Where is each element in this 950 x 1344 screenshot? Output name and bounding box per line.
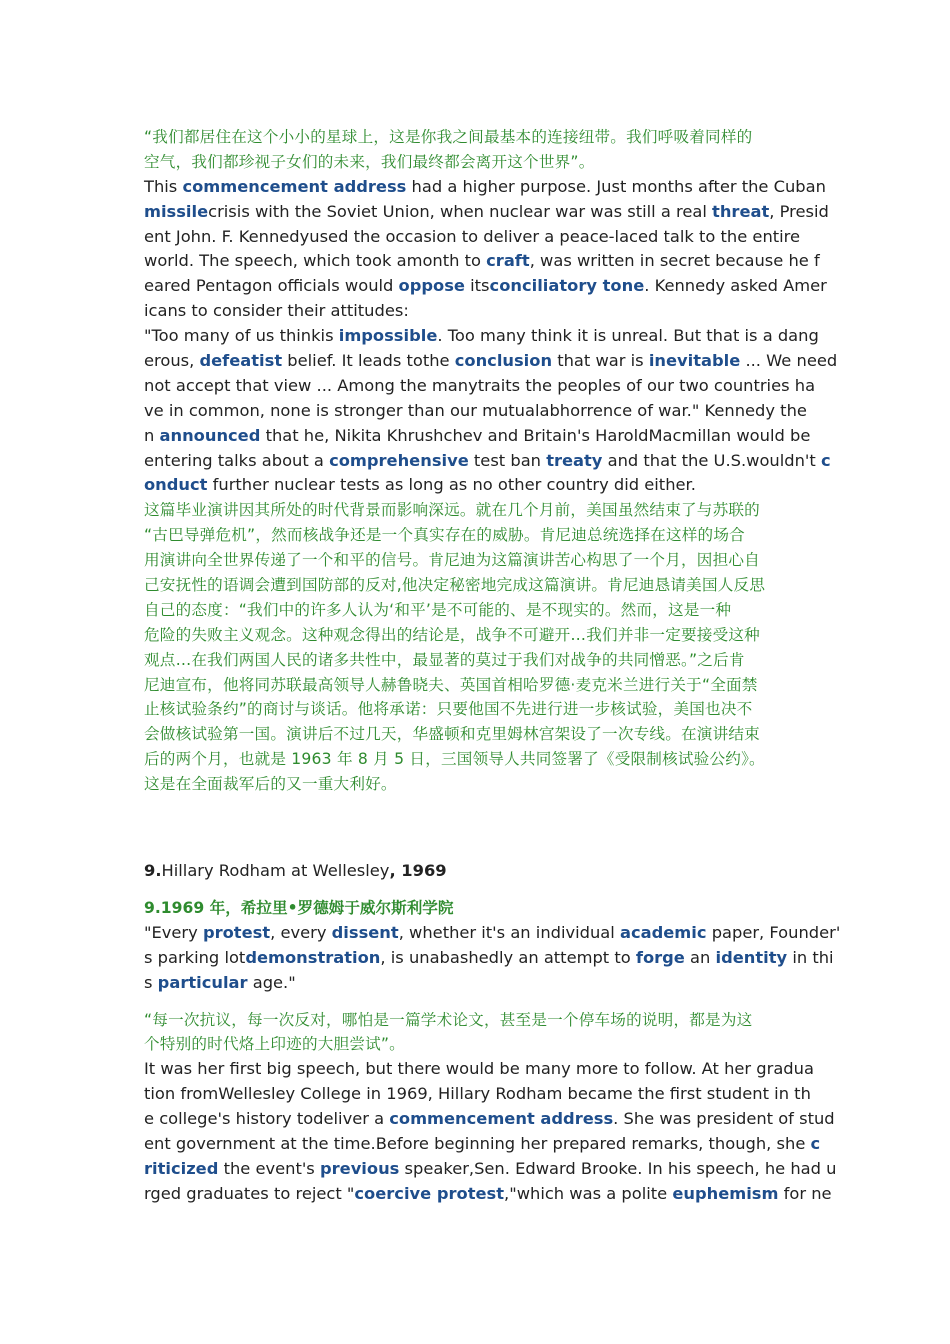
- text-run: belief. It leads tothe: [282, 351, 455, 371]
- text-line: [144, 299, 806, 324]
- text-line: [144, 1182, 832, 1207]
- text-line: [144, 1132, 821, 1157]
- text-run: n: [144, 425, 160, 445]
- vocab-keyword: c: [810, 1133, 821, 1153]
- text-line: 这是在全面裁军后的又一重大利好。: [144, 775, 397, 794]
- text-line: [144, 971, 806, 996]
- text-line: [144, 1107, 835, 1132]
- section-9-zh-title: 9.1969 年，希拉里•罗德姆于威尔斯利学院: [144, 898, 454, 917]
- text-run: This: [144, 176, 183, 196]
- text-run: had a higher purpose. Just months after the Cuban: [406, 176, 826, 196]
- text-line: 会做核试验第一国。演讲后不过几天，华盛顿和克里姆林宫架设了一次专线。在演讲结束: [144, 725, 760, 744]
- text-run: ve in common, none is stronger than our mutualabhorrence of war." Kennedy the: [144, 400, 807, 420]
- text-line: [144, 374, 816, 399]
- section-9-title: [144, 859, 806, 884]
- vocab-keyword: oppose: [398, 276, 465, 296]
- vocab-keyword: commencement address: [389, 1109, 614, 1129]
- text-run: crisis with the Soviet Union, when nuclear war was still a real: [208, 201, 713, 221]
- text-run: eared Pentagon officials would: [144, 276, 399, 296]
- text-line: 后的两个月，也就是 1963 年 8 月 5 日，三国领导人共同签署了《受限制核试验公约》。: [144, 750, 765, 769]
- section-year: , 1969: [389, 861, 447, 881]
- text-run: ent government at the time.Before beginning her prepared remarks, though, she: [144, 1133, 811, 1153]
- text-line: “我们都居住在这个小小的星球上，这是你我之间最基本的连接纽带。我们呼吸着同样的: [144, 128, 753, 146]
- text-line: “古巴导弹危机”，然而核战争还是一个真实存在的威胁。肯尼迪总统选择在这样的场合: [144, 526, 745, 545]
- text-run: tion fromWellesley College in 1969, Hillary Rodham became the first student in th: [144, 1084, 811, 1104]
- vocab-keyword: coercive protest: [354, 1183, 505, 1203]
- vocab-keyword: previous: [319, 1158, 400, 1178]
- zh-translation-kennedy: [144, 498, 806, 797]
- text-run: the event's: [218, 1158, 320, 1178]
- text-run: further nuclear tests as long as no other country did either.: [207, 475, 696, 495]
- text-run: paper, Founder': [706, 922, 841, 942]
- en-paragraph-kennedy: [144, 175, 838, 499]
- text-run: , was written in secret because he f: [529, 251, 820, 271]
- text-run: for ne: [778, 1183, 832, 1203]
- vocab-keyword: academic: [619, 922, 707, 942]
- text-line: [144, 349, 838, 374]
- vocab-keyword: c: [820, 450, 831, 470]
- text-line: [144, 1057, 814, 1082]
- text-run: ,"which was a polite: [504, 1183, 673, 1203]
- text-line: [144, 249, 820, 274]
- text-run: its: [464, 276, 490, 296]
- text-line: 观点…在我们两国人民的诸多共性中，最显著的莫过于我们对战争的共同憎恶。”之后肯: [144, 650, 745, 669]
- vocab-keyword: conciliatory tone: [489, 276, 645, 296]
- vocab-keyword: threat: [712, 201, 770, 221]
- text-run: icans to consider their attitudes:: [144, 301, 409, 321]
- vocab-keyword: inevitable: [648, 351, 741, 371]
- text-run: speaker,Sen. Edward Brooke. In his speech, he had u: [399, 1158, 837, 1178]
- vocab-keyword: commencement address: [182, 176, 407, 196]
- text-line: 自己的态度：“我们中的许多人认为‘和平’是不可能的、是不现实的。然而，这是一种: [144, 600, 732, 619]
- vocab-keyword: euphemism: [672, 1183, 779, 1203]
- text-run: "Too many of us thinkis: [144, 326, 339, 346]
- vocab-keyword: identity: [715, 947, 788, 967]
- vocab-keyword: protest: [202, 922, 271, 942]
- zh-quote-kennedy: [144, 125, 806, 175]
- text-run: , Presid: [769, 201, 829, 221]
- document-page: [144, 125, 841, 1207]
- vocab-keyword: comprehensive: [329, 450, 469, 470]
- text-line: [144, 399, 806, 424]
- text-run: entering talks about a: [144, 450, 330, 470]
- text-run: , is unabashedly an attempt to: [380, 947, 636, 967]
- text-run: ... We need: [740, 351, 838, 371]
- section-spacer: [144, 797, 806, 859]
- text-line: 这篇毕业演讲因其所处的时代背景而影响深远。就在几个月前，美国虽然结束了与苏联的: [144, 501, 760, 520]
- text-run: , every: [270, 922, 332, 942]
- text-line: [144, 1157, 837, 1182]
- vocab-keyword: treaty: [546, 450, 603, 470]
- text-run: that he, Nikita Khrushchev and Britain's HaroldMacmillan would be: [260, 425, 811, 445]
- text-run: It was her first big speech, but there would be many more to follow. At her gradua: [144, 1059, 814, 1079]
- text-line: 尼迪宣布，他将同苏联最高领导人赫鲁晓夫、英国首相哈罗德·麦克米兰进行关于“全面禁: [144, 675, 758, 694]
- text-run: . Too many think it is unreal. But that is a dang: [437, 326, 819, 346]
- text-line: 用演讲向全世界传递了一个和平的信号。肯尼迪为这篇演讲苦心构思了一个月，因担心自: [144, 551, 760, 570]
- text-run: . She was president of stud: [613, 1109, 835, 1129]
- text-run: erous,: [144, 351, 200, 371]
- text-run: . Kennedy asked Amer: [644, 276, 827, 296]
- text-line: [144, 1082, 811, 1107]
- text-run: ent John. F. Kennedyused the occasion to deliver a peace-laced talk to the entire: [144, 226, 801, 246]
- vocab-keyword: defeatist: [199, 351, 283, 371]
- text-run: , whether it's an individual: [398, 922, 620, 942]
- text-run: test ban: [468, 450, 547, 470]
- vocab-keyword: demonstration: [245, 947, 381, 967]
- vocab-keyword: announced: [159, 425, 261, 445]
- text-line: [144, 324, 819, 349]
- text-run: not accept that view ... Among the manytraits the peoples of our two countries ha: [144, 375, 816, 395]
- vocab-keyword: onduct: [144, 475, 208, 495]
- text-line: [144, 175, 826, 200]
- text-run: and that the U.S.wouldn't: [602, 450, 821, 470]
- text-line: [144, 225, 806, 250]
- text-run: s: [144, 972, 158, 992]
- text-line: 空气，我们都珍视子女们的未来，我们最终都会离开这个世界”。: [144, 152, 595, 171]
- text-run: e college's history todeliver a: [144, 1109, 390, 1129]
- en-paragraph-hillary: [144, 1057, 837, 1206]
- text-line: [144, 424, 811, 449]
- text-run: in thi: [787, 947, 834, 967]
- text-run: s parking lot: [144, 947, 246, 967]
- section-title-text: Hillary Rodham at Wellesley: [161, 861, 390, 881]
- text-line: “每一次抗议，每一次反对，哪怕是一篇学术论文，甚至是一个停车场的说明，都是为这: [144, 1010, 753, 1029]
- text-line: 止核试验条约”的商讨与谈话。他将承诺：只要他国不先进行进一步核试验，美国也决不: [144, 700, 753, 719]
- text-run: rged graduates to reject ": [144, 1183, 355, 1203]
- text-line: [144, 200, 829, 225]
- text-line: [144, 449, 831, 474]
- text-line: [144, 946, 834, 971]
- en-quote-hillary: [144, 921, 841, 996]
- text-line: [144, 473, 806, 498]
- section-number: 9.: [144, 861, 162, 881]
- text-line: 己安抚性的语调会遭到国防部的反对,他决定秘密地完成这篇演讲。肯尼迪恳请美国人反思: [144, 576, 766, 595]
- text-run: "Every: [144, 922, 203, 942]
- text-line: [144, 921, 841, 946]
- vocab-keyword: dissent: [331, 922, 399, 942]
- text-run: age.": [247, 972, 296, 992]
- vocab-keyword: craft: [486, 251, 530, 271]
- vocab-keyword: missile: [144, 201, 209, 221]
- vocab-keyword: forge: [635, 947, 685, 967]
- text-run: world. The speech, which took amonth to: [144, 251, 487, 271]
- vocab-keyword: riticized: [144, 1158, 219, 1178]
- text-line: 个特别的时代烙上印迹的大胆尝试”。: [144, 1035, 405, 1054]
- vocab-keyword: conclusion: [454, 351, 553, 371]
- text-run: an: [684, 947, 716, 967]
- vocab-keyword: particular: [157, 972, 248, 992]
- text-line: 危险的失败主义观念。这种观念得出的结论是，战争不可避开…我们并非一定要接受这种: [144, 625, 760, 644]
- vocab-keyword: impossible: [338, 326, 438, 346]
- text-run: that war is: [552, 351, 649, 371]
- zh-quote-hillary: [144, 1008, 806, 1058]
- text-line: [144, 274, 827, 299]
